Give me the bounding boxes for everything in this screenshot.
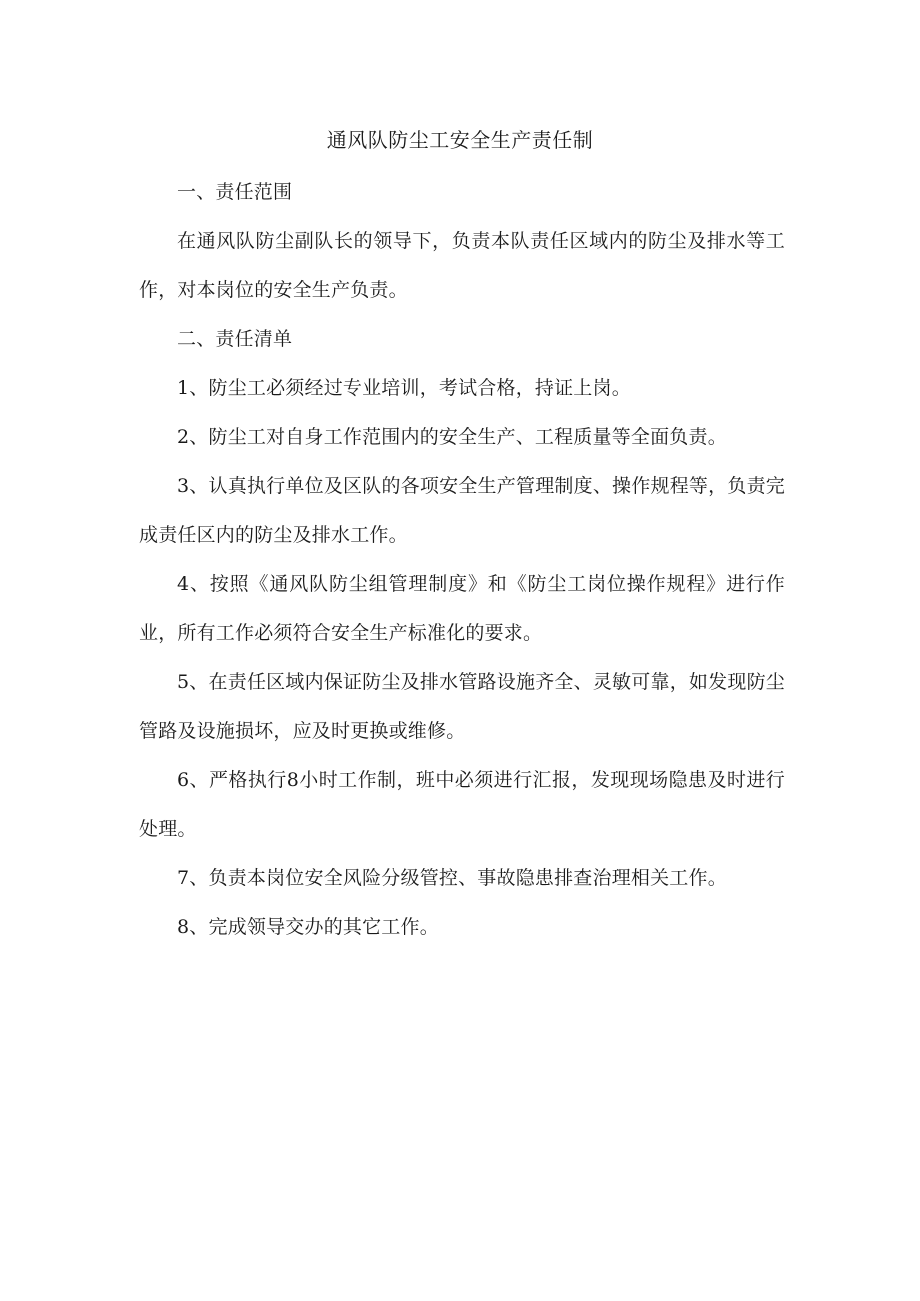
list-item-5: 5、在责任区域内保证防尘及排水管路设施齐全、灵敏可靠，如发现防尘管路及设施损坏，应及时更换或维修。 xyxy=(139,671,785,742)
section-heading-scope: 一、责任范围 xyxy=(177,181,293,203)
list-item-8: 8、完成领导交办的其它工作。 xyxy=(177,916,439,938)
list-item-2: 2、防尘工对自身工作范围内的安全生产、工程质量等全面负责。 xyxy=(177,426,727,448)
list-item-3: 3、认真执行单位及区队的各项安全生产管理制度、操作规程等，负责完成责任区内的防尘及排水工作。 xyxy=(139,475,785,546)
paragraph-scope-text: 在通风队防尘副队长的领导下，负责本队责任区域内的防尘及排水等工作，对本岗位的安全生产负责。 xyxy=(139,230,785,301)
section-heading-list: 二、责任清单 xyxy=(177,328,293,350)
list-item-1: 1、防尘工必须经过专业培训，考试合格，持证上岗。 xyxy=(177,377,631,399)
list-item-7: 7、负责本岗位安全风险分级管控、事故隐患排查治理相关工作。 xyxy=(177,867,727,889)
list-item-6: 6、严格执行8小时工作制，班中必须进行汇报，发现现场隐患及时进行处理。 xyxy=(139,769,785,840)
list-item-4: 4、按照《通风队防尘组管理制度》和《防尘工岗位操作规程》进行作业，所有工作必须符合安全生产标准化的要求。 xyxy=(139,573,785,644)
document-title: 通风队防尘工安全生产责任制 xyxy=(326,128,594,152)
document-body xyxy=(139,168,785,952)
